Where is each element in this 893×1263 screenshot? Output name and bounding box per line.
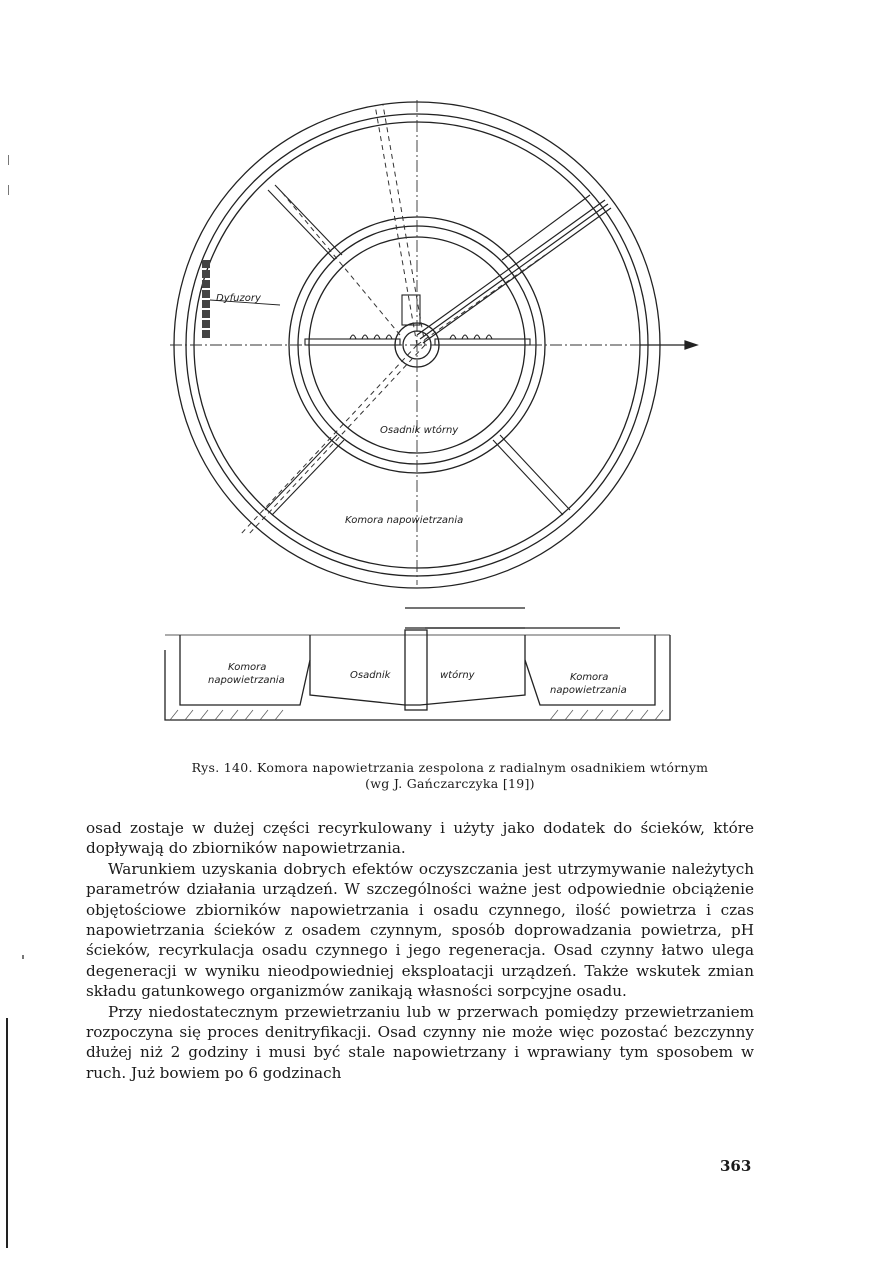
label-left-chamber-2: napowietrzania (208, 675, 285, 686)
label-diffusers: Dyfuzory (216, 293, 261, 304)
figure-plan-view (150, 95, 740, 590)
paragraph-2: Warunkiem uzyskania dobrych efektów oczyszczania jest utrzymywanie należytych parametrów działania urządzeń. W szczególności ważne jest odpowiednie obciążenie objętościowe zbiorników napowietrzania i osadu czynnego, ilość powietrza i czas napowietrzania ścieków z osadem czynnym, sposób doprowadzania powietrza, pH ścieków, recyrkulacja osadu czynnego i jego regeneracja. Osad czynny łatwo ulega degeneracji w wyniku nieodpowiedniej eksploatacji urządzeń. Także wskutek zmian składu gatunkowego organizmów zanikają własności sorpcyjne osadu. (86, 859, 754, 1001)
label-secondary-settler: Osadnik wtórny (380, 425, 459, 436)
label-left-chamber-1: Komora (228, 662, 267, 673)
label-settler-left: Osadnik (350, 670, 391, 681)
label-right-chamber-2: napowietrzania (550, 685, 627, 696)
margin-mark (8, 155, 9, 165)
caption-line-2: (wg J. Gańczarczyka [19]) (365, 776, 535, 791)
margin-mark (22, 955, 24, 959)
paragraph-1: osad zostaje w dużej części recyrkulowany i użyty jako dodatek do ścieków, które dopływają do zbiorników napowietrzania. (86, 819, 754, 858)
caption-line-1: Rys. 140. Komora napowietrzania zespolona z radialnym osadnikiem wtórnym (191, 760, 709, 775)
margin-mark (8, 185, 9, 195)
figure-section-view (150, 600, 710, 725)
body-text (86, 818, 754, 1083)
figure-caption (95, 760, 805, 792)
page-number: 363 (720, 1157, 752, 1175)
label-right-chamber-1: Komora (570, 672, 609, 683)
paragraph-3: Przy niedostatecznym przewietrzaniu lub w przerwach pomiędzy przewietrzaniem rozpoczyna się proces denitryfikacji. Osad czynny nie może więc pozostać bezczynny dłużej niż 2 godziny i musi być stale napowietrzany i wprawiany tym sposobem w ruch. Już bowiem po 6 godzinach (86, 1002, 754, 1082)
label-aeration-chamber: Komora napowietrzania (345, 515, 464, 526)
label-settler-right: wtórny (440, 670, 475, 681)
binding-margin-line (6, 1018, 8, 1248)
